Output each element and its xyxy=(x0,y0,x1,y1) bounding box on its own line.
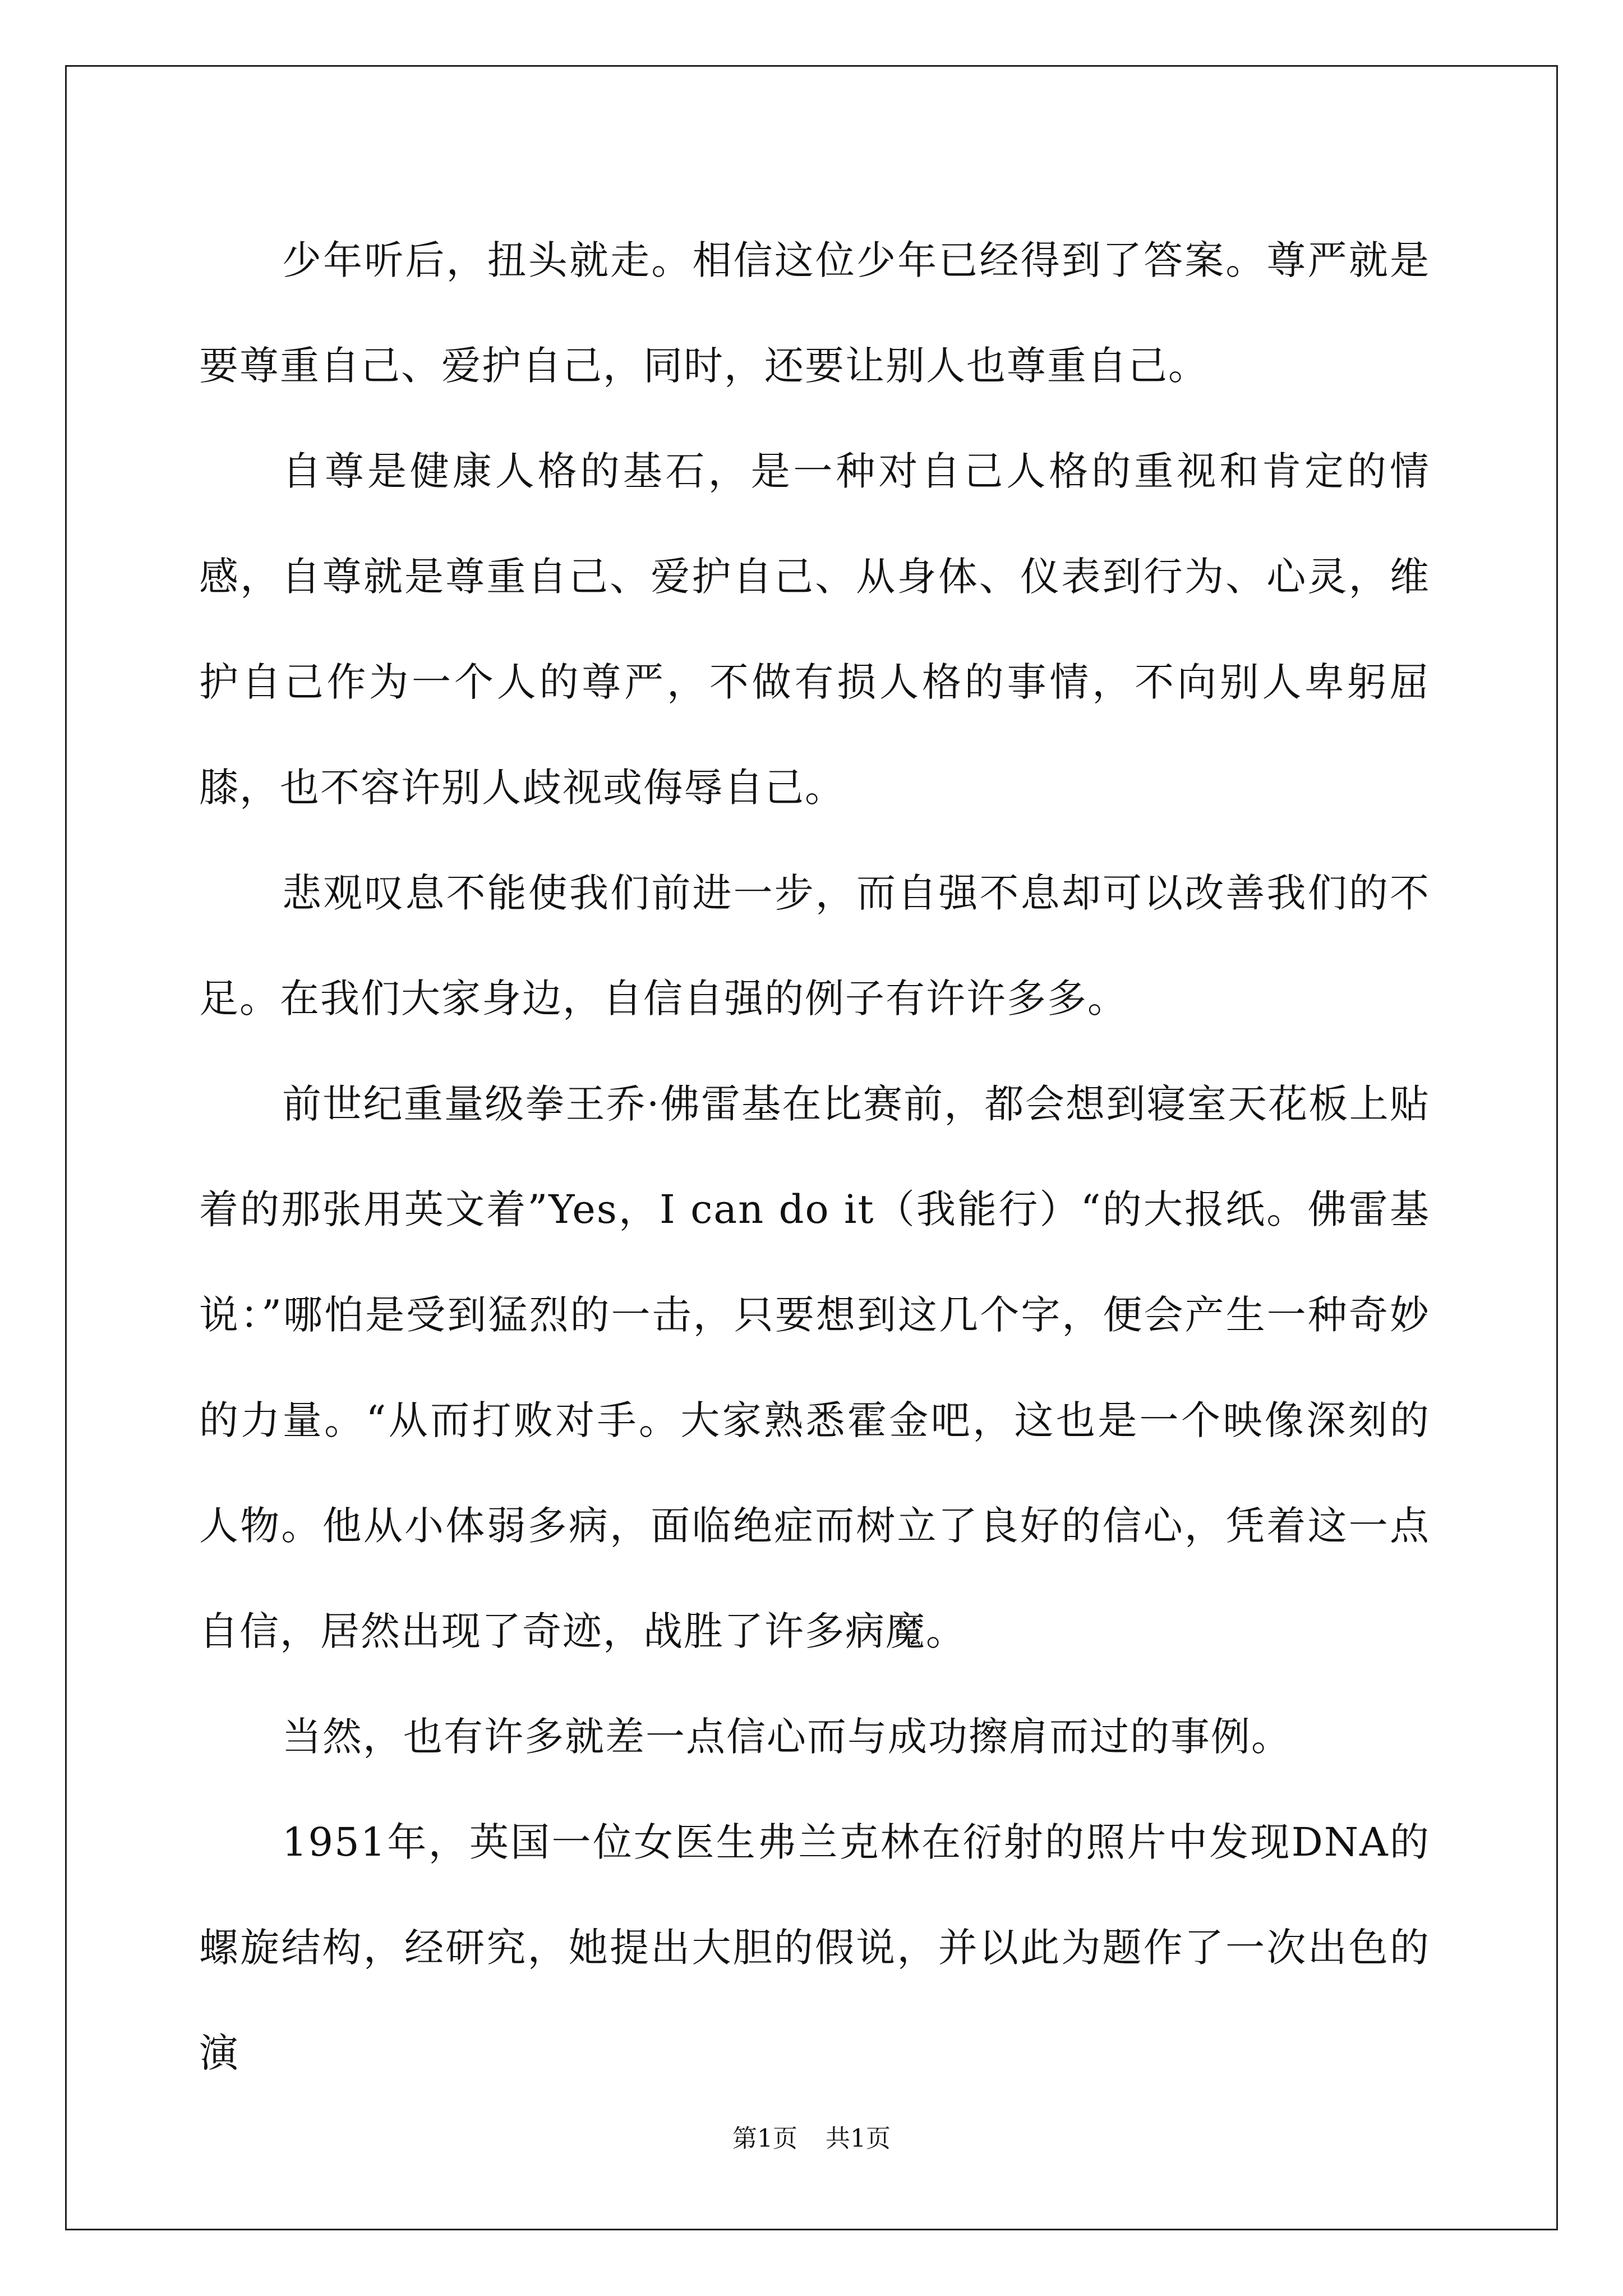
paragraph: 当然，也有许多就差一点信心而与成功擦肩而过的事例。 xyxy=(282,1714,1292,1760)
document-body xyxy=(199,208,1430,2106)
paragraph: 少年听后，扭头就走。相信这位少年已经得到了答案。尊严就是要尊重自己、爱护自己，同时，还要让别人也尊重自己。 xyxy=(199,237,1430,389)
paragraph: 前世纪重量级拳王乔·佛雷基在比赛前，都会想到寝室天花板上贴着的那张用英文着”Yes，I can do it（我能行）“的大报纸。佛雷基说：”哪怕是受到猛烈的一击，只要想到这几个字，便会产生一种奇妙的力量。“从而打败对手。大家熟悉霍金吧，这也是一个映像深刻的人物。他从小体弱多病，面临绝症而树立了良好的信心，凭着这一点自信，居然出现了奇迹，战胜了许多病魔。 xyxy=(199,1081,1430,1654)
page-total: 共1页 xyxy=(826,2124,891,2153)
paragraph: 悲观叹息不能使我们前进一步，而自强不息却可以改善我们的不足。在我们大家身边，自信自强的例子有许许多多。 xyxy=(199,870,1430,1022)
page-footer xyxy=(0,2122,1623,2156)
page-number: 第1页 xyxy=(732,2124,797,2153)
paragraph: 1951年，英国一位女医生弗兰克林在衍射的照片中发现DNA的螺旋结构，经研究，她提出大胆的假说，并以此为题作了一次出色的演 xyxy=(199,1819,1430,2076)
paragraph: 自尊是健康人格的基石，是一种对自己人格的重视和肯定的情感，自尊就是尊重自己、爱护自己、从身体、仪表到行为、心灵，维护自己作为一个人的尊严，不做有损人格的事情，不向别人卑躬屈膝，也不容许别人歧视或侮辱自己。 xyxy=(199,448,1430,811)
